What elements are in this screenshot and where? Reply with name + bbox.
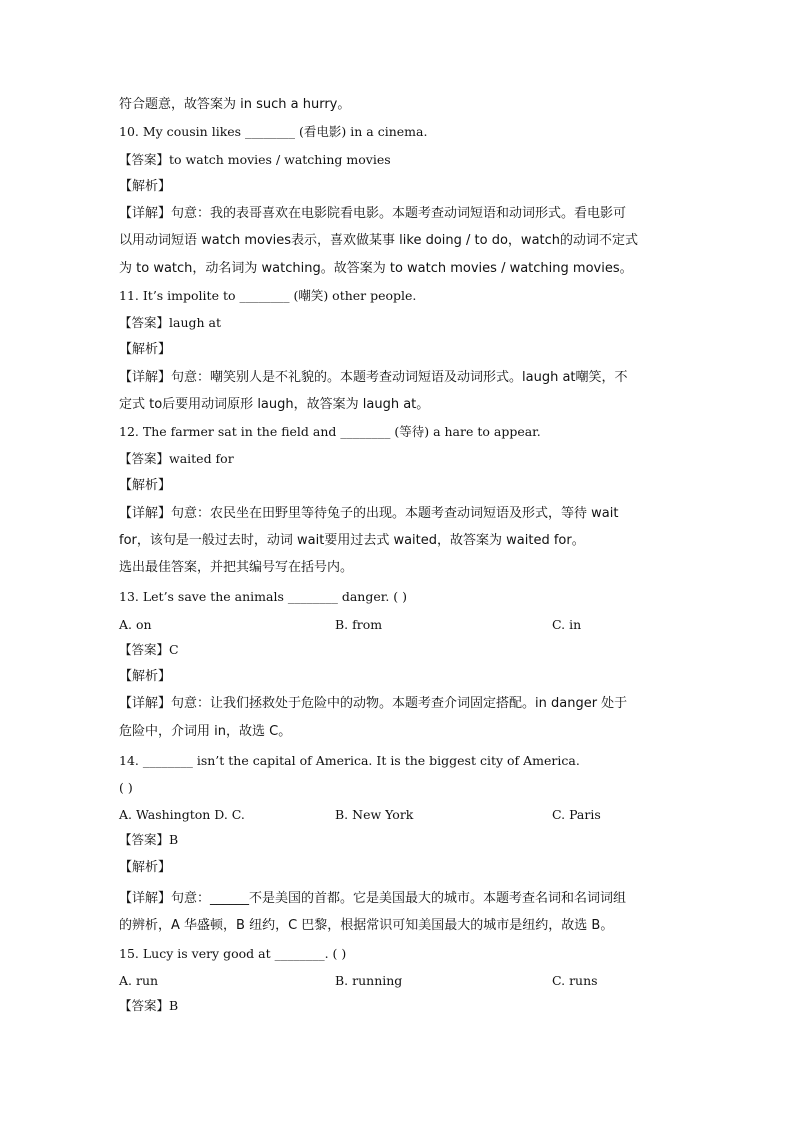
q15-option-b: B. running bbox=[335, 973, 403, 988]
q15-option-a: A. run bbox=[119, 973, 159, 988]
answer-14: 【答案】B bbox=[119, 832, 179, 847]
detail-10-line-1: 【详解】句意：我的表哥喜欢在电影院看电影。本题考查动词短语和动词形式。看电影可 bbox=[119, 206, 627, 221]
detail-12-line-2: for，该句是一般过去时，动词 wait要用过去式 waited，故答案为 waited for。 bbox=[119, 533, 585, 548]
question-14: 14. ________ isn’t the capital of America. It is the biggest city of America. bbox=[119, 753, 580, 768]
detail-10-line-2: 以用动词短语 watch movies表示，喜欢做某事 like doing / to do，watch的动词不定式 bbox=[119, 233, 639, 248]
detail-14-line-2: 的辨析，A 华盛顿，B 纽约，C 巴黎，根据常识可知美国最大的城市是纽约，故选 B。 bbox=[119, 918, 614, 933]
detail-11-line-2: 定式 to后要用动词原形 laugh，故答案为 laugh at。 bbox=[119, 397, 430, 412]
answer-10: 【答案】to watch movies / watching movies bbox=[119, 152, 391, 167]
analysis-label-12: 【解析】 bbox=[119, 478, 172, 493]
q15-option-c: C. runs bbox=[552, 973, 598, 988]
question-11: 11. It’s impolite to ________ (嘲笑) other people. bbox=[119, 288, 417, 303]
answer-13: 【答案】C bbox=[119, 642, 179, 657]
q13-option-c: C. in bbox=[552, 617, 582, 632]
q13-option-b: B. from bbox=[335, 617, 383, 632]
detail-13-line-2: 危险中，介词用 in，故选 C。 bbox=[119, 724, 292, 739]
detail-11-line-1: 【详解】句意：嘲笑别人是不礼貌的。本题考查动词短语及动词形式。laugh at嘲笑，不 bbox=[119, 370, 628, 385]
analysis-label-11: 【解析】 bbox=[119, 342, 172, 357]
section-instruction: 选出最佳答案，并把其编号写在括号内。 bbox=[119, 560, 354, 575]
q14-option-b: B. New York bbox=[335, 807, 414, 822]
answer-15: 【答案】B bbox=[119, 998, 179, 1013]
analysis-text: 符合题意，故答案为 in such a hurry。 bbox=[119, 97, 351, 112]
answer-12: 【答案】waited for bbox=[119, 451, 234, 466]
question-12: 12. The farmer sat in the field and ________ (等待) a hare to appear. bbox=[119, 424, 541, 439]
question-13: 13. Let’s save the animals ________ danger. ( ) bbox=[119, 589, 408, 604]
q14-option-a: A. Washington D. C. bbox=[119, 807, 245, 822]
question-14-bracket: ( ) bbox=[119, 780, 133, 795]
question-10: 10. My cousin likes ________ (看电影) in a cinema. bbox=[119, 124, 428, 139]
analysis-label-13: 【解析】 bbox=[119, 669, 172, 684]
question-15: 15. Lucy is very good at ________. ( ) bbox=[119, 946, 347, 961]
detail-13-line-1: 【详解】句意：让我们拯救处于危险中的动物。本题考查介词固定搭配。in danger 处于 bbox=[119, 696, 628, 711]
analysis-label-14: 【解析】 bbox=[119, 860, 172, 875]
q13-option-a: A. on bbox=[119, 617, 152, 632]
q14-option-c: C. Paris bbox=[552, 807, 601, 822]
detail-10-line-3: 为 to watch，动名词为 watching。故答案为 to watch movies / watching movies。 bbox=[119, 261, 633, 276]
detail-14-line-1: 【详解】句意：______不是美国的首都。它是美国最大的城市。本题考查名词和名词词组 bbox=[119, 891, 627, 906]
detail-12-line-1: 【详解】句意：农民坐在田野里等待兔子的出现。本题考查动词短语及形式，等待 wait bbox=[119, 506, 619, 521]
analysis-label-10: 【解析】 bbox=[119, 179, 172, 194]
answer-11: 【答案】laugh at bbox=[119, 315, 222, 330]
